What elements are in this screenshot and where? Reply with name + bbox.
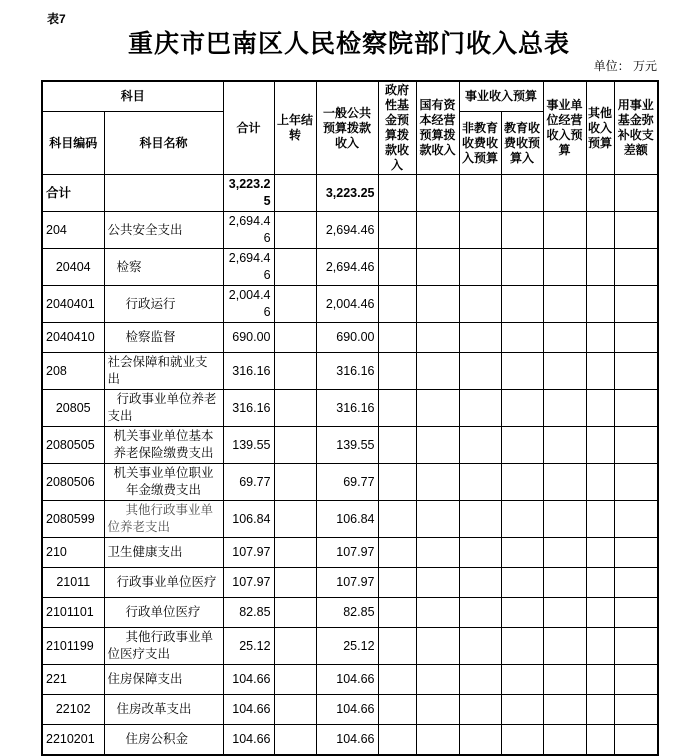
cell-carryover <box>274 628 316 665</box>
cell-subject-code: 210 <box>42 538 104 568</box>
cell-edu-fee <box>501 286 543 323</box>
cell-state-capital <box>416 665 459 695</box>
cell-carryover <box>274 175 316 212</box>
cell-gov-fund <box>378 175 416 212</box>
cell-fund-gap <box>614 212 658 249</box>
cell-fund-gap <box>614 175 658 212</box>
cell-fund-gap <box>614 427 658 464</box>
cell-subject-code: 20404 <box>42 249 104 286</box>
cell-state-capital <box>416 212 459 249</box>
cell-other-income <box>586 464 614 501</box>
cell-carryover <box>274 464 316 501</box>
cell-edu-fee <box>501 427 543 464</box>
cell-edu-fee <box>501 212 543 249</box>
cell-non-edu-fee <box>459 598 501 628</box>
cell-state-capital <box>416 464 459 501</box>
cell-subject-name: 住房改革支出 <box>104 695 223 725</box>
cell-carryover <box>274 249 316 286</box>
cell-fund-gap <box>614 501 658 538</box>
cell-total: 2,694.46 <box>223 212 274 249</box>
cell-other-income <box>586 725 614 756</box>
cell-business-operation <box>543 464 586 501</box>
cell-carryover <box>274 427 316 464</box>
cell-total: 107.97 <box>223 568 274 598</box>
cell-subject-code: 2080506 <box>42 464 104 501</box>
cell-general-budget: 690.00 <box>316 323 378 353</box>
cell-business-operation <box>543 598 586 628</box>
cell-general-budget: 82.85 <box>316 598 378 628</box>
cell-total: 69.77 <box>223 464 274 501</box>
table-row <box>42 665 658 695</box>
cell-subject-name: 行政事业单位医疗 <box>104 568 223 598</box>
cell-subject-code: 2210201 <box>42 725 104 756</box>
cell-business-operation <box>543 249 586 286</box>
table-row <box>42 427 658 464</box>
cell-general-budget: 69.77 <box>316 464 378 501</box>
cell-edu-fee <box>501 695 543 725</box>
cell-fund-gap <box>614 353 658 390</box>
cell-general-budget: 2,694.46 <box>316 249 378 286</box>
cell-business-operation <box>543 353 586 390</box>
cell-total: 107.97 <box>223 538 274 568</box>
cell-gov-fund <box>378 695 416 725</box>
cell-non-edu-fee <box>459 286 501 323</box>
cell-total: 316.16 <box>223 390 274 427</box>
cell-carryover <box>274 390 316 427</box>
table-row <box>42 628 658 665</box>
header-subject-group: 科目 <box>42 81 223 112</box>
cell-subject-name: 机关事业单位职业年金缴费支出 <box>104 464 223 501</box>
cell-total: 104.66 <box>223 695 274 725</box>
cell-other-income <box>586 538 614 568</box>
cell-subject-name: 社会保障和就业支出 <box>104 353 223 390</box>
cell-gov-fund <box>378 286 416 323</box>
cell-other-income <box>586 175 614 212</box>
table-body <box>42 175 658 756</box>
cell-carryover <box>274 568 316 598</box>
cell-general-budget: 3,223.25 <box>316 175 378 212</box>
cell-state-capital <box>416 695 459 725</box>
cell-edu-fee <box>501 665 543 695</box>
cell-total: 106.84 <box>223 501 274 538</box>
cell-fund-gap <box>614 665 658 695</box>
cell-edu-fee <box>501 390 543 427</box>
cell-state-capital <box>416 323 459 353</box>
cell-gov-fund <box>378 212 416 249</box>
table-row <box>42 598 658 628</box>
header-business-income-group: 事业收入预算 <box>459 81 543 112</box>
income-summary-table <box>41 80 659 756</box>
cell-carryover <box>274 725 316 756</box>
cell-other-income <box>586 249 614 286</box>
cell-edu-fee <box>501 175 543 212</box>
cell-subject-code: 21011 <box>42 568 104 598</box>
cell-subject-code: 合计 <box>42 175 104 212</box>
cell-subject-name: 行政单位医疗 <box>104 598 223 628</box>
header-general-budget: 一般公共预算拨款收入 <box>316 81 378 175</box>
cell-non-edu-fee <box>459 323 501 353</box>
cell-state-capital <box>416 501 459 538</box>
table-number: 表7 <box>47 12 66 26</box>
cell-other-income <box>586 628 614 665</box>
cell-total: 2,004.46 <box>223 286 274 323</box>
cell-subject-name: 公共安全支出 <box>104 212 223 249</box>
cell-fund-gap <box>614 464 658 501</box>
cell-general-budget: 107.97 <box>316 568 378 598</box>
cell-subject-name: 检察 <box>104 249 223 286</box>
cell-subject-code: 208 <box>42 353 104 390</box>
cell-business-operation <box>543 568 586 598</box>
cell-gov-fund <box>378 353 416 390</box>
cell-subject-name: 其他行政事业单位医疗支出 <box>104 628 223 665</box>
cell-non-edu-fee <box>459 665 501 695</box>
cell-state-capital <box>416 568 459 598</box>
cell-state-capital <box>416 427 459 464</box>
cell-gov-fund <box>378 568 416 598</box>
cell-other-income <box>586 286 614 323</box>
cell-carryover <box>274 286 316 323</box>
header-subject-code: 科目编码 <box>42 112 104 175</box>
cell-other-income <box>586 353 614 390</box>
header-non-edu-fee: 非教育收费收入预算 <box>459 112 501 175</box>
cell-edu-fee <box>501 501 543 538</box>
cell-fund-gap <box>614 568 658 598</box>
cell-total: 104.66 <box>223 725 274 756</box>
cell-non-edu-fee <box>459 501 501 538</box>
cell-subject-code: 2080599 <box>42 501 104 538</box>
cell-gov-fund <box>378 598 416 628</box>
unit-label: 单位： 万元 <box>593 59 657 73</box>
cell-carryover <box>274 323 316 353</box>
cell-subject-code: 2040401 <box>42 286 104 323</box>
cell-other-income <box>586 665 614 695</box>
cell-state-capital <box>416 353 459 390</box>
cell-subject-name: 检察监督 <box>104 323 223 353</box>
cell-subject-name: 住房保障支出 <box>104 665 223 695</box>
cell-non-edu-fee <box>459 725 501 756</box>
header-subject-name: 科目名称 <box>104 112 223 175</box>
cell-general-budget: 316.16 <box>316 390 378 427</box>
cell-other-income <box>586 390 614 427</box>
cell-total: 139.55 <box>223 427 274 464</box>
cell-business-operation <box>543 628 586 665</box>
cell-non-edu-fee <box>459 695 501 725</box>
cell-gov-fund <box>378 249 416 286</box>
cell-edu-fee <box>501 598 543 628</box>
table-row <box>42 390 658 427</box>
header-gov-fund: 政府性基金预算拨款收入 <box>378 81 416 175</box>
header-business-operation: 事业单位经营收入预算 <box>543 81 586 175</box>
cell-business-operation <box>543 695 586 725</box>
cell-edu-fee <box>501 323 543 353</box>
header-row-1 <box>42 81 658 112</box>
table-row <box>42 212 658 249</box>
cell-business-operation <box>543 538 586 568</box>
cell-other-income <box>586 568 614 598</box>
cell-subject-code: 20805 <box>42 390 104 427</box>
table-row <box>42 249 658 286</box>
cell-gov-fund <box>378 323 416 353</box>
table-row <box>42 568 658 598</box>
cell-business-operation <box>543 286 586 323</box>
cell-non-edu-fee <box>459 390 501 427</box>
page-title: 重庆市巴南区人民检察院部门收入总表 <box>127 30 570 58</box>
table-row <box>42 323 658 353</box>
cell-subject-code: 2040410 <box>42 323 104 353</box>
cell-other-income <box>586 598 614 628</box>
cell-subject-code: 204 <box>42 212 104 249</box>
cell-non-edu-fee <box>459 427 501 464</box>
cell-business-operation <box>543 427 586 464</box>
cell-fund-gap <box>614 538 658 568</box>
cell-fund-gap <box>614 390 658 427</box>
cell-gov-fund <box>378 464 416 501</box>
cell-subject-code: 2080505 <box>42 427 104 464</box>
cell-gov-fund <box>378 390 416 427</box>
cell-gov-fund <box>378 665 416 695</box>
cell-business-operation <box>543 665 586 695</box>
cell-general-budget: 2,694.46 <box>316 212 378 249</box>
cell-gov-fund <box>378 538 416 568</box>
cell-subject-name: 住房公积金 <box>104 725 223 756</box>
table-row <box>42 538 658 568</box>
header-total: 合计 <box>223 81 274 175</box>
cell-subject-name: 行政事业单位养老支出 <box>104 390 223 427</box>
header-edu-fee: 教育收费收预算入 <box>501 112 543 175</box>
cell-carryover <box>274 598 316 628</box>
cell-state-capital <box>416 538 459 568</box>
cell-general-budget: 106.84 <box>316 501 378 538</box>
cell-non-edu-fee <box>459 568 501 598</box>
cell-fund-gap <box>614 628 658 665</box>
cell-fund-gap <box>614 695 658 725</box>
cell-state-capital <box>416 175 459 212</box>
cell-subject-code: 22102 <box>42 695 104 725</box>
table-row <box>42 353 658 390</box>
cell-edu-fee <box>501 725 543 756</box>
cell-carryover <box>274 501 316 538</box>
cell-edu-fee <box>501 464 543 501</box>
cell-subject-code: 2101199 <box>42 628 104 665</box>
table-row <box>42 464 658 501</box>
cell-state-capital <box>416 249 459 286</box>
cell-other-income <box>586 323 614 353</box>
table-row <box>42 501 658 538</box>
cell-gov-fund <box>378 427 416 464</box>
cell-carryover <box>274 695 316 725</box>
cell-gov-fund <box>378 628 416 665</box>
table-row <box>42 175 658 212</box>
cell-general-budget: 25.12 <box>316 628 378 665</box>
cell-total: 316.16 <box>223 353 274 390</box>
cell-subject-name: 行政运行 <box>104 286 223 323</box>
cell-business-operation <box>543 390 586 427</box>
cell-total: 104.66 <box>223 665 274 695</box>
header-other-income: 其他收入预算 <box>586 81 614 175</box>
cell-non-edu-fee <box>459 628 501 665</box>
cell-fund-gap <box>614 249 658 286</box>
cell-state-capital <box>416 628 459 665</box>
cell-edu-fee <box>501 249 543 286</box>
cell-subject-code: 221 <box>42 665 104 695</box>
cell-non-edu-fee <box>459 464 501 501</box>
cell-subject-name: 卫生健康支出 <box>104 538 223 568</box>
cell-state-capital <box>416 390 459 427</box>
cell-business-operation <box>543 175 586 212</box>
cell-subject-code: 2101101 <box>42 598 104 628</box>
cell-state-capital <box>416 725 459 756</box>
cell-general-budget: 2,004.46 <box>316 286 378 323</box>
cell-total: 3,223.25 <box>223 175 274 212</box>
cell-subject-name <box>104 175 223 212</box>
cell-non-edu-fee <box>459 249 501 286</box>
cell-other-income <box>586 427 614 464</box>
cell-carryover <box>274 538 316 568</box>
table-row <box>42 695 658 725</box>
cell-other-income <box>586 212 614 249</box>
cell-business-operation <box>543 323 586 353</box>
cell-total: 690.00 <box>223 323 274 353</box>
cell-general-budget: 104.66 <box>316 695 378 725</box>
cell-edu-fee <box>501 628 543 665</box>
cell-fund-gap <box>614 725 658 756</box>
table-row <box>42 286 658 323</box>
cell-carryover <box>274 212 316 249</box>
cell-state-capital <box>416 598 459 628</box>
cell-general-budget: 316.16 <box>316 353 378 390</box>
cell-fund-gap <box>614 598 658 628</box>
cell-other-income <box>586 695 614 725</box>
cell-carryover <box>274 353 316 390</box>
cell-fund-gap <box>614 286 658 323</box>
cell-non-edu-fee <box>459 175 501 212</box>
cell-total: 2,694.46 <box>223 249 274 286</box>
cell-subject-name: 机关事业单位基本养老保险缴费支出 <box>104 427 223 464</box>
cell-other-income <box>586 501 614 538</box>
cell-total: 25.12 <box>223 628 274 665</box>
header-state-capital: 国有资本经营预算拨款收入 <box>416 81 459 175</box>
cell-business-operation <box>543 501 586 538</box>
header-fund-gap: 用事业基金弥补收支差额 <box>614 81 658 175</box>
cell-general-budget: 104.66 <box>316 725 378 756</box>
cell-business-operation <box>543 725 586 756</box>
cell-gov-fund <box>378 501 416 538</box>
cell-fund-gap <box>614 323 658 353</box>
cell-subject-name: 其他行政事业单位养老支出 <box>104 501 223 538</box>
cell-total: 82.85 <box>223 598 274 628</box>
cell-general-budget: 107.97 <box>316 538 378 568</box>
table-row <box>42 725 658 756</box>
cell-non-edu-fee <box>459 353 501 390</box>
cell-gov-fund <box>378 725 416 756</box>
cell-edu-fee <box>501 568 543 598</box>
cell-carryover <box>274 665 316 695</box>
cell-business-operation <box>543 212 586 249</box>
cell-general-budget: 104.66 <box>316 665 378 695</box>
cell-non-edu-fee <box>459 538 501 568</box>
cell-non-edu-fee <box>459 212 501 249</box>
cell-edu-fee <box>501 538 543 568</box>
header-carryover: 上年结转 <box>274 81 316 175</box>
cell-edu-fee <box>501 353 543 390</box>
cell-state-capital <box>416 286 459 323</box>
cell-general-budget: 139.55 <box>316 427 378 464</box>
